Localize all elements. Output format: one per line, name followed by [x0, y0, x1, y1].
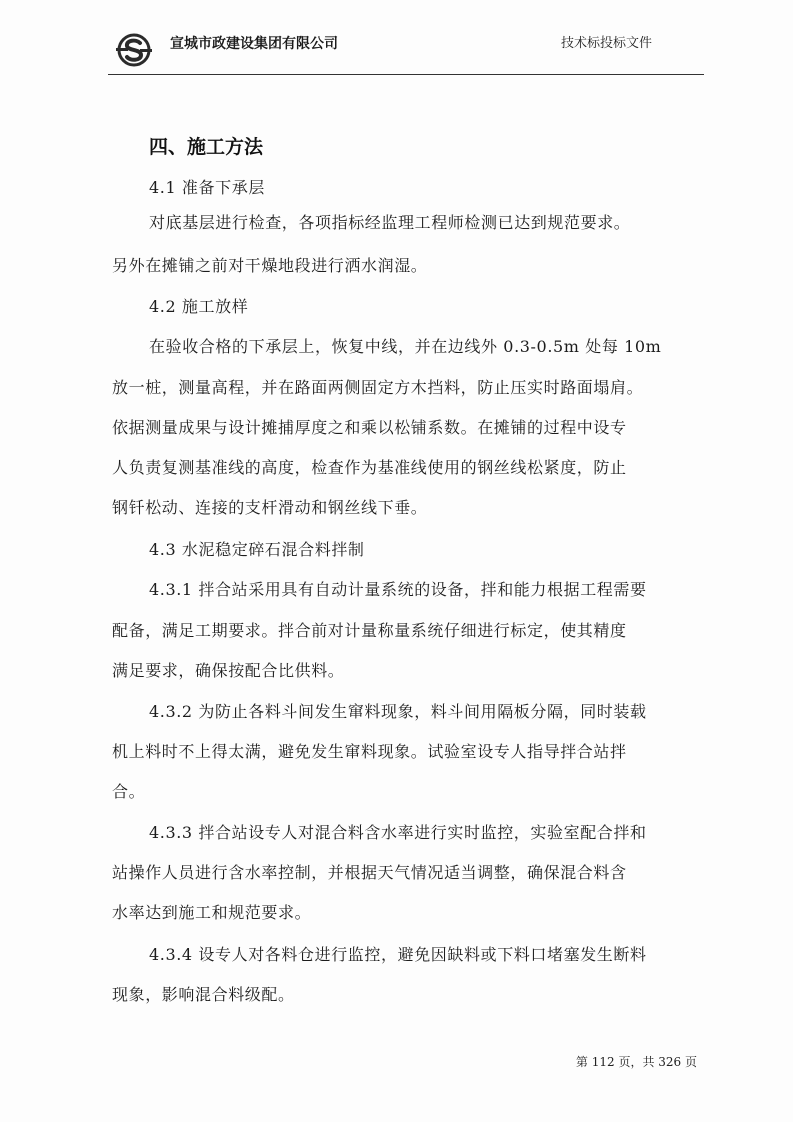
paragraph-line: 满足要求，确保按配合比供料。	[112, 661, 345, 680]
paragraph-line: 站操作人员进行含水率控制，并根据天气情况适当调整，确保混合料含	[112, 863, 627, 882]
company-name: 宣城市政建设集团有限公司	[170, 35, 338, 51]
paragraph-line: 人负责复测基准线的高度，检查作为基准线使用的钢丝线松紧度，防止	[112, 458, 627, 477]
section-title: 四、施工方法	[149, 136, 264, 158]
paragraph-line: 对底基层进行检查，各项指标经监理工程师检测已达到规范要求。	[149, 213, 631, 232]
paragraph-line: 4.3.4 设专人对各料仓进行监控，避免因缺料或下料口堵塞发生断料	[149, 945, 647, 964]
paragraph-line: 4.3.1 拌合站采用具有自动计量系统的设备，拌和能力根据工程需要	[149, 580, 647, 599]
subsection-heading: 4.2 施工放样	[149, 297, 249, 316]
subsection-heading: 4.3 水泥稳定碎石混合料拌制	[149, 540, 365, 559]
paragraph-line: 钢钎松动、连接的支杆滑动和钢丝线下垂。	[112, 498, 428, 517]
paragraph-line: 现象，影响混合料级配。	[112, 985, 295, 1004]
paragraph-line: 合。	[112, 782, 146, 801]
paragraph-line: 在验收合格的下承层上，恢复中线，并在边线外 0.3-0.5m 处每 10m	[149, 337, 662, 356]
s-logo-icon	[114, 30, 154, 70]
page-number: 第 112 页，共 326 页	[575, 1055, 697, 1069]
paragraph-line: 水率达到施工和规范要求。	[112, 903, 312, 922]
paragraph-line: 机上料时不上得太满，避免发生窜料现象。试验室设专人指导拌合站拌	[112, 742, 627, 761]
paragraph-line: 依据测量成果与设计摊捕厚度之和乘以松铺系数。在摊铺的过程中设专	[112, 418, 627, 437]
paragraph-line: 放一桩，测量高程，并在路面两侧固定方木挡料，防止压实时路面塌肩。	[112, 378, 644, 397]
document-type: 技术标投标文件	[560, 36, 652, 51]
paragraph-line: 配备，满足工期要求。拌合前对计量称量系统仔细进行标定，使其精度	[112, 621, 627, 640]
paragraph-line: 4.3.2 为防止各料斗间发生窜料现象，料斗间用隔板分隔，同时装载	[149, 702, 647, 721]
paragraph-line: 另外在摊铺之前对干燥地段进行洒水润湿。	[112, 256, 428, 275]
paragraph-line: 4.3.3 拌合站设专人对混合料含水率进行实时监控，实验室配合拌和	[149, 823, 647, 842]
subsection-heading: 4.1 准备下承层	[149, 178, 265, 197]
header-divider	[108, 74, 704, 75]
page-header	[108, 22, 708, 74]
